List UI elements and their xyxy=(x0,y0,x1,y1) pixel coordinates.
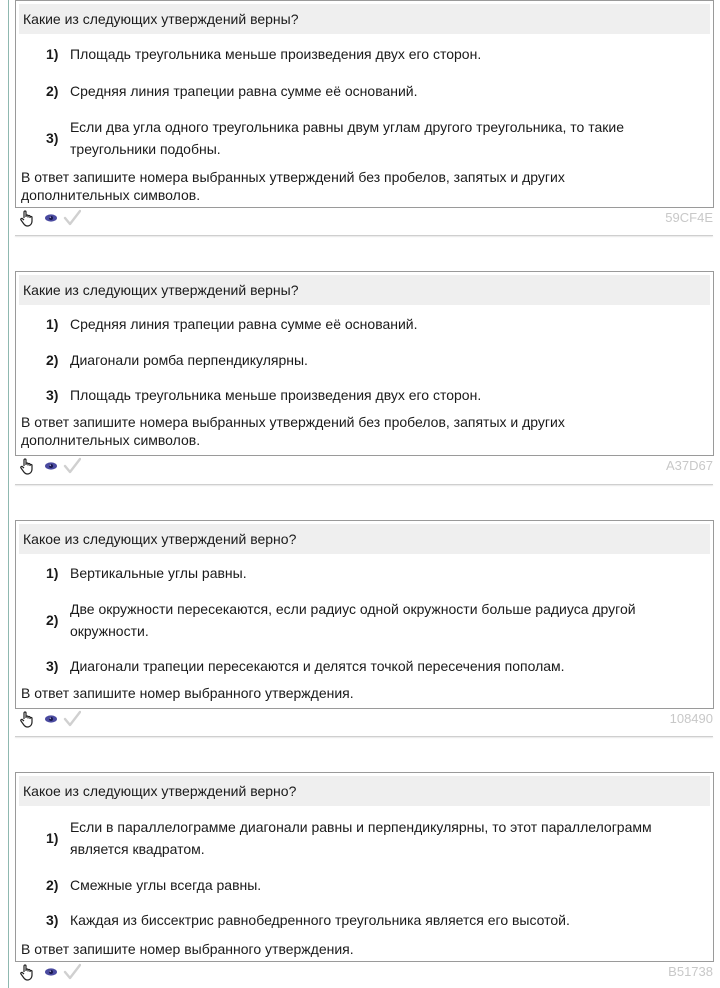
option-number: 1) xyxy=(46,565,59,581)
answer-instruction: В ответ запишите номер выбранного утверждения. xyxy=(21,685,354,701)
option-item xyxy=(16,108,713,168)
options-list xyxy=(16,305,713,413)
option-item xyxy=(16,592,713,648)
hand-pointer-icon[interactable] xyxy=(18,457,36,475)
question-title: Какие из следующих утверждений верны? xyxy=(19,4,710,34)
option-item xyxy=(16,74,713,108)
option-number: 3) xyxy=(46,387,59,403)
option-text: Смежные углы всегда равны. xyxy=(70,877,262,893)
question-title: Какое из следующих утверждений верно? xyxy=(19,776,710,806)
checkmark-icon[interactable] xyxy=(63,209,81,227)
hand-pointer-icon[interactable] xyxy=(18,710,36,728)
option-number: 2) xyxy=(46,612,59,628)
question-id: 59CF4E xyxy=(665,210,713,225)
question-toolbar xyxy=(15,455,713,479)
option-text: Каждая из биссектрис равнобедренного треугольника является его высотой. xyxy=(70,912,570,928)
option-text: Средняя линия трапеции равна сумме её оснований. xyxy=(70,316,418,332)
option-number: 2) xyxy=(46,352,59,368)
question-id: B51738 xyxy=(668,964,713,979)
option-text: Если два угла одного треугольника равны двум углам другого треугольника, то такие треугольники подобны. xyxy=(70,119,624,157)
question-card xyxy=(15,0,714,208)
question-card xyxy=(15,520,714,709)
eye-icon[interactable] xyxy=(42,963,60,981)
option-text: Диагонали ромба перпендикулярны. xyxy=(70,352,308,368)
question-id: 108490 xyxy=(669,711,713,726)
divider xyxy=(15,235,713,236)
question-title: Какие из следующих утверждений верны? xyxy=(19,275,710,305)
options-list xyxy=(16,806,713,940)
question-card xyxy=(15,271,714,456)
option-number: 1) xyxy=(46,830,59,846)
option-number: 1) xyxy=(46,316,59,332)
option-text: Две окружности пересекаются, если радиус одной окружности больше радиуса другой окружности. xyxy=(70,601,636,639)
option-number: 3) xyxy=(46,912,59,928)
option-item xyxy=(16,870,713,900)
option-text: Средняя линия трапеции равна сумме её оснований. xyxy=(70,83,418,99)
question-toolbar xyxy=(15,207,713,231)
eye-icon[interactable] xyxy=(42,457,60,475)
option-item xyxy=(16,900,713,940)
question-card xyxy=(15,772,714,962)
divider xyxy=(15,484,713,485)
option-text: Вертикальные углы равны. xyxy=(70,565,247,581)
divider xyxy=(15,736,713,737)
question-id: A37D67 xyxy=(666,458,713,473)
question-toolbar xyxy=(15,708,713,732)
option-number: 2) xyxy=(46,877,59,893)
checkmark-icon[interactable] xyxy=(63,963,81,981)
answer-instruction: В ответ запишите номера выбранных утверждений без пробелов, запятых и других дополнительных символов. xyxy=(21,169,565,203)
option-number: 3) xyxy=(46,130,59,146)
answer-instruction: В ответ запишите номера выбранных утверждений без пробелов, запятых и других дополнительных символов. xyxy=(21,414,565,448)
option-item xyxy=(16,648,713,684)
option-item xyxy=(16,343,713,377)
eye-icon[interactable] xyxy=(42,710,60,728)
checkmark-icon[interactable] xyxy=(63,710,81,728)
option-item xyxy=(16,305,713,343)
option-item xyxy=(16,377,713,413)
answer-instruction: В ответ запишите номер выбранного утверждения. xyxy=(21,941,354,957)
hand-pointer-icon[interactable] xyxy=(18,963,36,981)
option-text: Площадь треугольника меньше произведения двух его сторон. xyxy=(70,387,482,403)
option-number: 2) xyxy=(46,83,59,99)
checkmark-icon[interactable] xyxy=(63,457,81,475)
option-text: Диагонали трапеции пересекаются и делятся точкой пересечения пополам. xyxy=(70,658,565,674)
left-margin-rule xyxy=(8,0,9,988)
option-number: 1) xyxy=(46,46,59,62)
hand-pointer-icon[interactable] xyxy=(18,209,36,227)
option-item xyxy=(16,34,713,74)
option-item xyxy=(16,554,713,592)
question-title: Какое из следующих утверждений верно? xyxy=(19,524,710,554)
option-text: Площадь треугольника меньше произведения двух его сторон. xyxy=(70,46,482,62)
option-number: 3) xyxy=(46,658,59,674)
question-toolbar xyxy=(15,961,713,985)
eye-icon[interactable] xyxy=(42,209,60,227)
options-list xyxy=(16,34,713,168)
options-list xyxy=(16,554,713,684)
option-text: Если в параллелограмме диагонали равны и перпендикулярны, то этот параллелограмм является квадратом. xyxy=(70,819,652,857)
option-item xyxy=(16,806,713,870)
